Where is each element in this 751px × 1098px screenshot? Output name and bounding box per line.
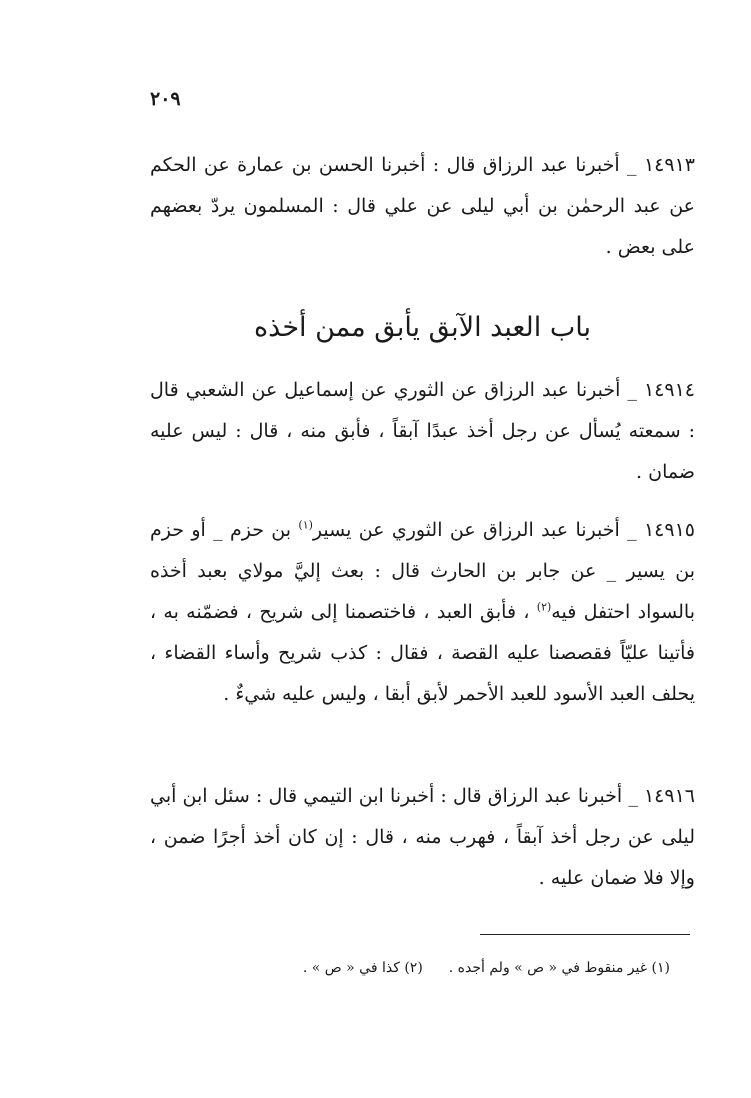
paragraph-part: بن حزم _ أو حزم بن يسير _ عن جابر بن الحارث قال : بعث إليَّ مولاي بعبد أخذه بالسواد احتفل فيه <box>150 519 695 623</box>
hadith-14914 <box>150 370 695 493</box>
paragraph-text: ١٤٩١٣ _ أخبرنا عبد الرزاق قال : أخبرنا الحسن بن عمارة عن الحكم عن عبد الرحمٰن بن أبي ليلى عن علي قال : المسلمون يردّ بعضهم على بعض . <box>150 154 695 258</box>
footnote-marker-1: (١) <box>298 518 313 532</box>
hadith-14915 <box>150 510 695 715</box>
footnotes <box>150 956 670 980</box>
paragraph-part: ، فأبق العبد ، فاختصمنا إلى شريح ، فضمّنه به ، فأتينا عليّاً فقصصنا عليه القصة ، فقال : كذب شريح وأساء القضاء ، يحلف العبد الأسود للعبد الأحمر لأبق أبقا ، وليس عليه شيءٌ . <box>150 601 695 705</box>
hadith-14913 <box>150 145 695 268</box>
footnote-marker-2: (٢) <box>536 600 552 614</box>
paragraph-part: ١٤٩١٥ _ أخبرنا عبد الرزاق عن الثوري عن يسير <box>312 519 695 541</box>
footnote-2: (٢) كذا في « ص » . <box>302 960 423 976</box>
footnote-1: (١) غير منقوط في « ص » ولم أجده . <box>448 960 670 976</box>
chapter-heading: باب العبد الآبق يأبق ممن أخذه <box>254 312 591 343</box>
paragraph-text: ١٤٩١٦ _ أخبرنا عبد الرزاق قال : أخبرنا ابن التيمي قال : سئل ابن أبي ليلى عن رجل أخذ آبقاً ، فهرب منه ، قال : إن كان أخذ أجرًا ضمن ، وإلا فلا ضمان عليه . <box>150 785 695 889</box>
page-number: ٢٠٩ <box>150 88 181 110</box>
hadith-14916 <box>150 776 695 899</box>
footnote-divider <box>480 934 690 935</box>
paragraph-text <box>150 510 695 715</box>
paragraph-text: ١٤٩١٤ _ أخبرنا عبد الرزاق عن الثوري عن إسماعيل عن الشعبي قال : سمعته يُسأل عن رجل أخذ عبدًا آبقاً ، فأبق منه ، قال : ليس عليه ضمان . <box>150 379 695 483</box>
